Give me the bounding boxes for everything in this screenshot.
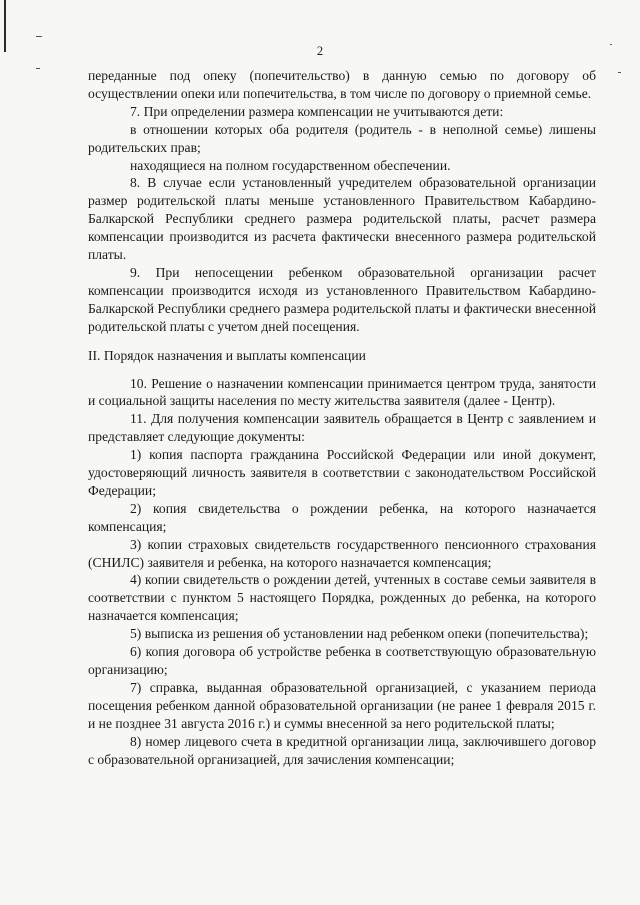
paragraph: 9. При непосещении ребенком образовательной организации расчет компенсации производится исходя из установленного Правительством Кабардино-Балкарской Республики среднего размера родительской платы и фактически внесенной родительской платы с учетом дней посещения. (88, 264, 596, 334)
list-item: 4) копии свидетельств о рождении детей, учтенных в составе семьи заявителя в соответствии с пунктом 5 настоящего Порядка, рожденных до ребенка, на которого назначается компенсация; (88, 572, 596, 624)
page-number: 2 (316, 44, 324, 58)
paragraph: 7. При определении размера компенсации не учитываются дети: (130, 103, 504, 119)
list-item: 7) справка, выданная образовательной организацией, с указанием периода посещения ребенком данной образовательной организации (не ранее 1 февраля 2015 г. и не позднее 31 августа 2016 г.) и суммы внесенной за него родительской платы; (88, 679, 596, 731)
paragraph: 11. Для получения компенсации заявитель обращается в Центр с заявлением и представляет следующие документы: (88, 411, 596, 445)
list-item: 3) копии страховых свидетельств государственного пенсионного страхования (СНИЛС) заявителя и ребенка, на которого назначается компенсация; (88, 536, 596, 570)
paragraph: переданные под опеку (попечительство) в данную семью по договору об осуществлении опеки или попечительства, в том числе по договору о приемной семье. (88, 68, 596, 101)
paragraph: 8. В случае если установленный учредителем образовательной организации размер родительской платы меньше установленного Правительством Кабардино-Балкарской Республики среднего размера родительской платы, расчет размера компенсации производится из расчета фактически внесенного размера родительской платы. (88, 175, 596, 263)
list-item: 1) копия паспорта гражданина Российской Федерации или иной документ, удостоверяющий личность заявителя в соответствии с законодательством Российской Федерации; (88, 447, 596, 498)
paragraph: в отношении которых оба родителя (родитель - в неполной семье) лишены родительских прав; (88, 121, 596, 155)
document-body (88, 67, 596, 768)
list-item: 6) копия договора об устройстве ребенка в соответствующую образовательную организацию; (88, 644, 596, 677)
list-item: 5) выписка из решения об установлении над ребенком опеки (попечительства); (130, 626, 589, 642)
section-heading: II. Порядок назначения и выплаты компенсации (88, 347, 366, 363)
scan-speck (36, 36, 42, 37)
scan-speck (36, 68, 40, 69)
paragraph: находящиеся на полном государственном обеспечении. (130, 157, 451, 173)
list-item: 8) номер лицевого счета в кредитной организации лица, заключившего договор с образовательной организацией, для зачисления компенсации; (88, 733, 596, 767)
scan-speck (618, 72, 621, 73)
list-item: 2) копия свидетельства о рождении ребенка, на которого назначается компенсация; (88, 500, 596, 534)
paragraph: 10. Решение о назначении компенсации принимается центром труда, занятости и социальной защиты населения по месту жительства заявителя (далее - Центр). (88, 375, 596, 409)
